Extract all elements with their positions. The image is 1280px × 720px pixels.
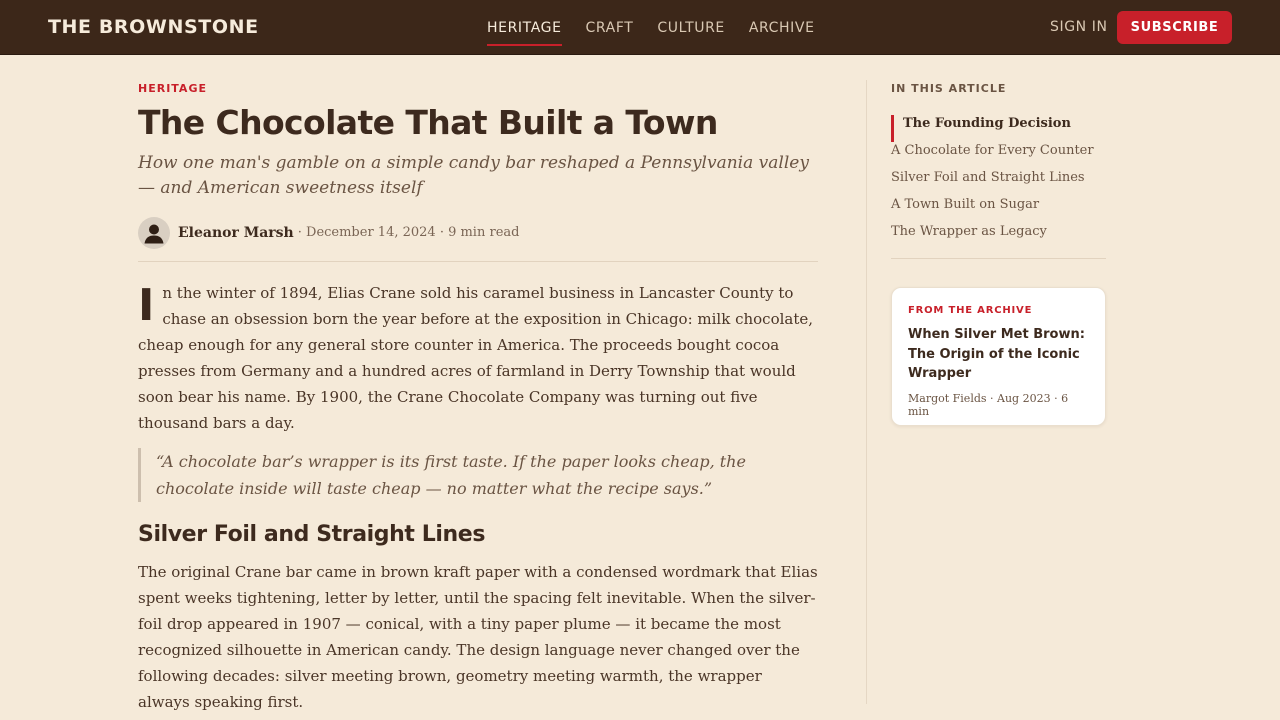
toc-item-town-built[interactable]: A Town Built on Sugar <box>891 197 1040 212</box>
nav-craft[interactable]: CRAFT <box>585 20 634 36</box>
table-of-contents <box>891 82 1106 259</box>
subscribe-button[interactable]: SUBSCRIBE <box>1117 11 1232 44</box>
article-meta: · December 14, 2024 · 9 min read <box>297 225 520 241</box>
article-paragraph-1 <box>138 280 818 436</box>
article <box>138 82 818 715</box>
byline <box>138 217 818 249</box>
nav-archive[interactable]: ARCHIVE <box>748 20 815 36</box>
archive-card[interactable] <box>891 287 1106 426</box>
toc-item-every-counter[interactable]: A Chocolate for Every Counter <box>891 143 1094 158</box>
toc-heading: IN THIS ARTICLE <box>891 82 1007 95</box>
section-heading: Silver Foil and Straight Lines <box>138 521 486 547</box>
nav-heritage[interactable]: HERITAGE <box>487 20 562 44</box>
drop-cap: I <box>138 279 155 331</box>
site-header <box>0 0 1280 55</box>
nav-culture[interactable]: CULTURE <box>657 20 725 36</box>
main-nav <box>487 20 815 44</box>
site-brand[interactable]: THE BROWNSTONE <box>48 16 259 38</box>
toc-list <box>891 115 1106 250</box>
toc-item-founding-decision[interactable]: The Founding Decision <box>891 115 1106 142</box>
toc-item-silver-foil[interactable]: Silver Foil and Straight Lines <box>891 170 1085 185</box>
pull-quote: “A chocolate bar’s wrapper is its first taste. If the paper looks cheap, the chocolate inside will taste cheap — no matter what the recipe says.” <box>138 448 818 502</box>
byline-divider <box>138 261 818 262</box>
article-title: The Chocolate That Built a Town <box>138 103 718 142</box>
card-title[interactable]: When Silver Met Brown: The Origin of the Iconic Wrapper <box>908 327 1085 381</box>
card-kicker: FROM THE ARCHIVE <box>908 305 1033 316</box>
article-kicker[interactable]: HERITAGE <box>138 82 207 95</box>
card-meta: Margot Fields · Aug 2023 · 6 min <box>908 391 1069 418</box>
article-deck: How one man's gamble on a simple candy bar reshaped a Pennsylvania valley — and American sweetness itself <box>138 152 809 198</box>
author-name[interactable]: Eleanor Marsh <box>178 224 294 241</box>
sign-in-link[interactable]: SIGN IN <box>1050 19 1108 35</box>
user-silhouette-icon <box>138 217 170 249</box>
article-paragraph-2: The original Crane bar came in brown kraft paper with a condensed wordmark that Elias spent weeks tightening, letter by letter, until the spacing felt inevitable. When the silver-foil drop appeared in 1907 — conical, with a tiny paper plume — it became the most recognized silhouette in American candy. The design language never changed over the following decades: silver meeting brown, geometry meeting warmth, the wrapper always speaking first. <box>138 562 818 711</box>
toc-item-wrapper-legacy[interactable]: The Wrapper as Legacy <box>891 224 1047 239</box>
toc-divider <box>891 258 1106 259</box>
author-avatar[interactable] <box>138 217 170 249</box>
paragraph-1-text: n the winter of 1894, Elias Crane sold his caramel business in Lancaster County to chase an obsession born the year before at the exposition in Chicago: milk chocolate, cheap enough for any general store counter in America. The proceeds bought cocoa presses from Germany and a hundred acres of farmland in Derry Township that would soon bear his name. By 1900, the Crane Chocolate Company was turning out five thousand bars a day. <box>138 283 814 432</box>
column-divider <box>866 80 867 704</box>
